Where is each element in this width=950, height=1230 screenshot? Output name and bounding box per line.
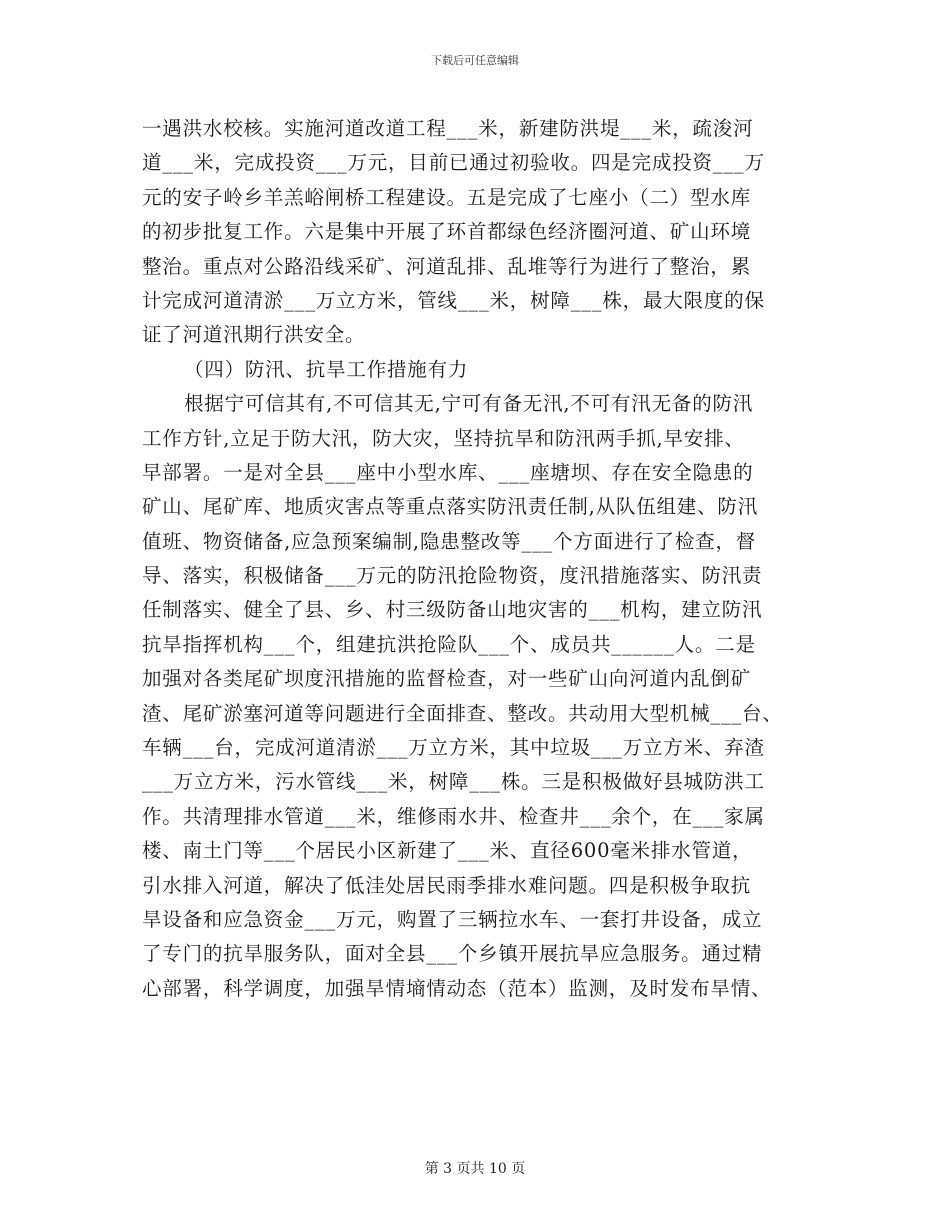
text-line: 一遇洪水校核。实施河道改道工程___米，新建防洪堤___米，疏浚河	[142, 117, 754, 140]
text-line: 加强对各类尾矿坝度汛措施的监督检查，对一些矿山向河道内乱倒矿	[142, 667, 752, 691]
text-line: 计完成河道清淤___万立方米，管线___米，树障___株，最大限度的保	[142, 288, 765, 312]
text-line: 楼、南土门等___个居民小区新建了___米、直径600毫米排水管道，	[142, 839, 753, 863]
text-line: 元的安子岭乡羊羔峪闸桥工程建设。五是完成了七座小（二）型水库	[142, 185, 752, 209]
text-line: 引水排入河道，解决了低洼处居民雨季排水难问题。四是积极争取抗	[142, 873, 752, 897]
section-heading: （四）防汛、抗旱工作措施有力	[184, 357, 469, 381]
page-header: 下载后可任意编辑	[431, 54, 519, 67]
text-line: 工作方针,立足于防大汛，防大灾，坚持抗旱和防汛两手抓,早安排、	[142, 426, 745, 450]
text-line: 早部署。一是对全县___座中小型水库、___座塘坝、存在安全隐患的	[142, 460, 754, 484]
body-text	[142, 112, 822, 1006]
text-line: 整治。重点对公路沿线采矿、河道乱排、乱堆等行为进行了整治，累	[142, 254, 752, 278]
text-line: 作。共清理排水管道___米，维修雨水井、检查井___余个，在___家属	[142, 804, 765, 828]
text-line: 的初步批复工作。六是集中开展了环首都绿色经济圈河道、矿山环境	[142, 220, 752, 244]
text-line: 矿山、尾矿库、地质灾害点等重点落实防汛责任制,从队伍组建、防汛	[142, 495, 758, 519]
text-line: 了专门的抗旱服务队，面对全县___个乡镇开展抗旱应急服务。通过精	[142, 942, 763, 966]
text-line: 心部署，科学调度，加强旱情墒情动态（范本）监测，及时发布旱情、	[142, 976, 772, 1000]
text-line: ___万立方米，污水管线___米，树障___株。三是积极做好县城防洪工	[142, 770, 765, 794]
text-line: 抗旱指挥机构___个，组建抗洪抢险队___个、成员共______人。二是	[142, 632, 756, 656]
text-line: 渣、尾矿淤塞河道等问题进行全面排查、整改。共动用大型机械___台、	[142, 701, 783, 725]
text-line: 车辆___台，完成河道清淤___万立方米，其中垃圾___万立方米、弃渣	[142, 736, 765, 760]
text-line: 任制落实、健全了县、乡、村三级防备山地灾害的___机构，建立防汛	[142, 598, 763, 622]
text-line: 旱设备和应急资金___万元，购置了三辆拉水车、一套打井设备，成立	[142, 907, 763, 931]
text-line: 道___米，完成投资___万元，目前已通过初验收。四是完成投资___万	[142, 151, 765, 175]
text-line: 导、落实，积极储备___万元的防汛抢险物资，度汛措施落实、防汛责	[142, 564, 763, 588]
text-line: 证了河道汛期行洪安全。	[142, 323, 366, 347]
page-footer: 第 3 页共 10 页	[424, 1161, 526, 1177]
paragraph-first-line: 根据宁可信其有,不可信其无,宁可有备无汛,不可有汛无备的防汛	[184, 392, 754, 416]
text-line: 值班、物资储备,应急预案编制,隐患整改等___个方面进行了检查，督	[142, 529, 757, 553]
